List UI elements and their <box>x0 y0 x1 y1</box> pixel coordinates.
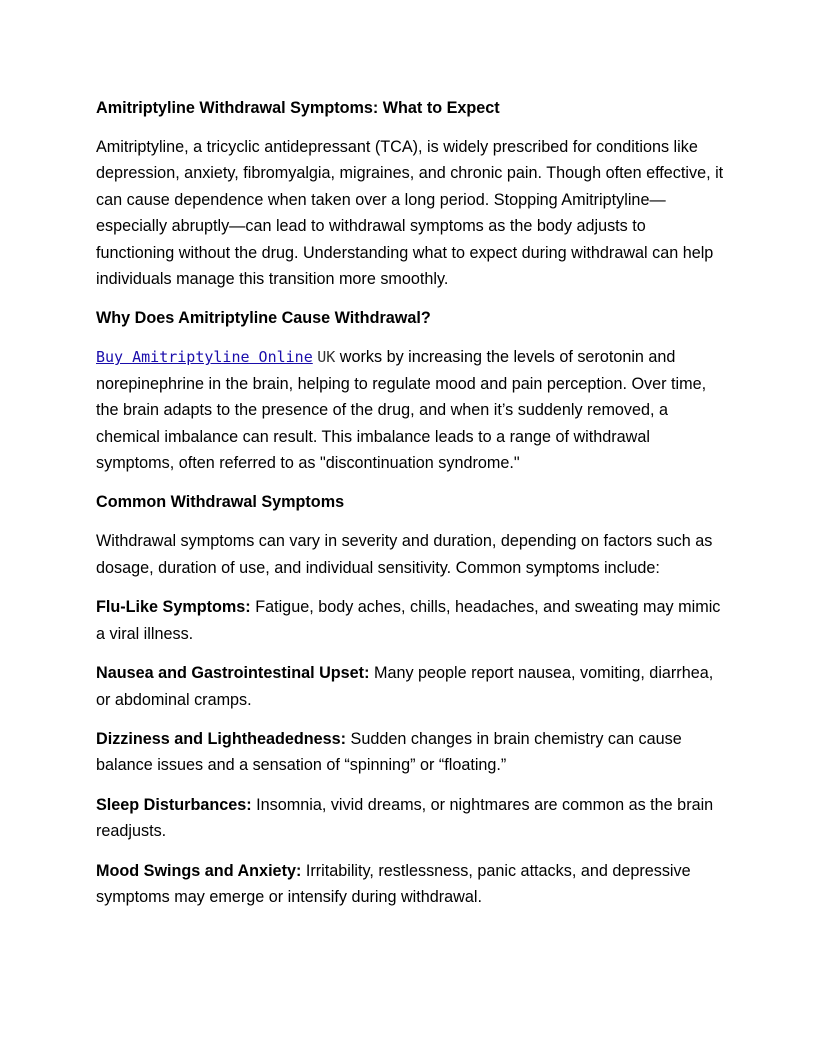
section-heading-symptoms: Common Withdrawal Symptoms <box>96 493 345 512</box>
document-title: Amitriptyline Withdrawal Symptoms: What to Expect <box>96 99 500 117</box>
symptom-desc: Insomnia, vivid dreams, or nightmares are common as the brain readjusts. <box>96 795 714 841</box>
symptom-item <box>96 726 726 779</box>
symptom-item <box>96 660 726 713</box>
intro-paragraph: Amitriptyline, a tricyclic antidepressant (TCA), is widely prescribed for conditions like depression, anxiety, fibromyalgia, migraines, and chronic pain. Though often effective, it can cause dependence when taken over a long period. Stopping Amitriptyline—especially abruptly—can lead to withdrawal symptoms as the body adjusts to functioning without the drug. Understanding what to expect during withdrawal can help individuals manage this transition more smoothly. <box>96 138 724 289</box>
why-paragraph <box>96 344 726 476</box>
buy-amitriptyline-link[interactable]: Buy Amitriptyline Online <box>96 348 313 367</box>
symptom-item <box>96 792 726 845</box>
symptom-item <box>96 594 726 647</box>
section-heading-why: Why Does Amitriptyline Cause Withdrawal? <box>96 309 431 328</box>
symptom-term: Flu-Like Symptoms: <box>96 598 251 617</box>
symptom-term: Dizziness and Lightheadedness: <box>96 729 347 748</box>
symptom-desc: Many people report nausea, vomiting, diarrhea, or abdominal cramps. <box>96 664 714 709</box>
symptom-term: Sleep Disturbances: <box>96 795 252 814</box>
symptom-desc: Fatigue, body aches, chills, headaches, and sweating may mimic a viral illness. <box>96 598 721 643</box>
link-suffix: UK <box>317 348 336 367</box>
why-paragraph-text: works by increasing the levels of serotonin and norepinephrine in the brain, helping to regulate mood and pain perception. Over time, the brain adapts to the presence of the drug, and when it’s suddenly removed, a chemical imbalance can result. This imbalance leads to a range of withdrawal symptoms, often referred to as "discontinuation syndrome." <box>96 348 707 473</box>
symptom-term: Mood Swings and Anxiety: <box>96 861 302 880</box>
symptoms-intro: Withdrawal symptoms can vary in severity and duration, depending on factors such as dosage, duration of use, and individual sensitivity. Common symptoms include: <box>96 532 713 577</box>
symptom-item <box>96 858 726 911</box>
symptom-desc: Irritability, restlessness, panic attacks, and depressive symptoms may emerge or intensify during withdrawal. <box>96 861 691 906</box>
symptom-desc: Sudden changes in brain chemistry can cause balance issues and a sensation of “spinning” or “floating.” <box>96 729 682 775</box>
symptom-term: Nausea and Gastrointestinal Upset: <box>96 664 370 683</box>
